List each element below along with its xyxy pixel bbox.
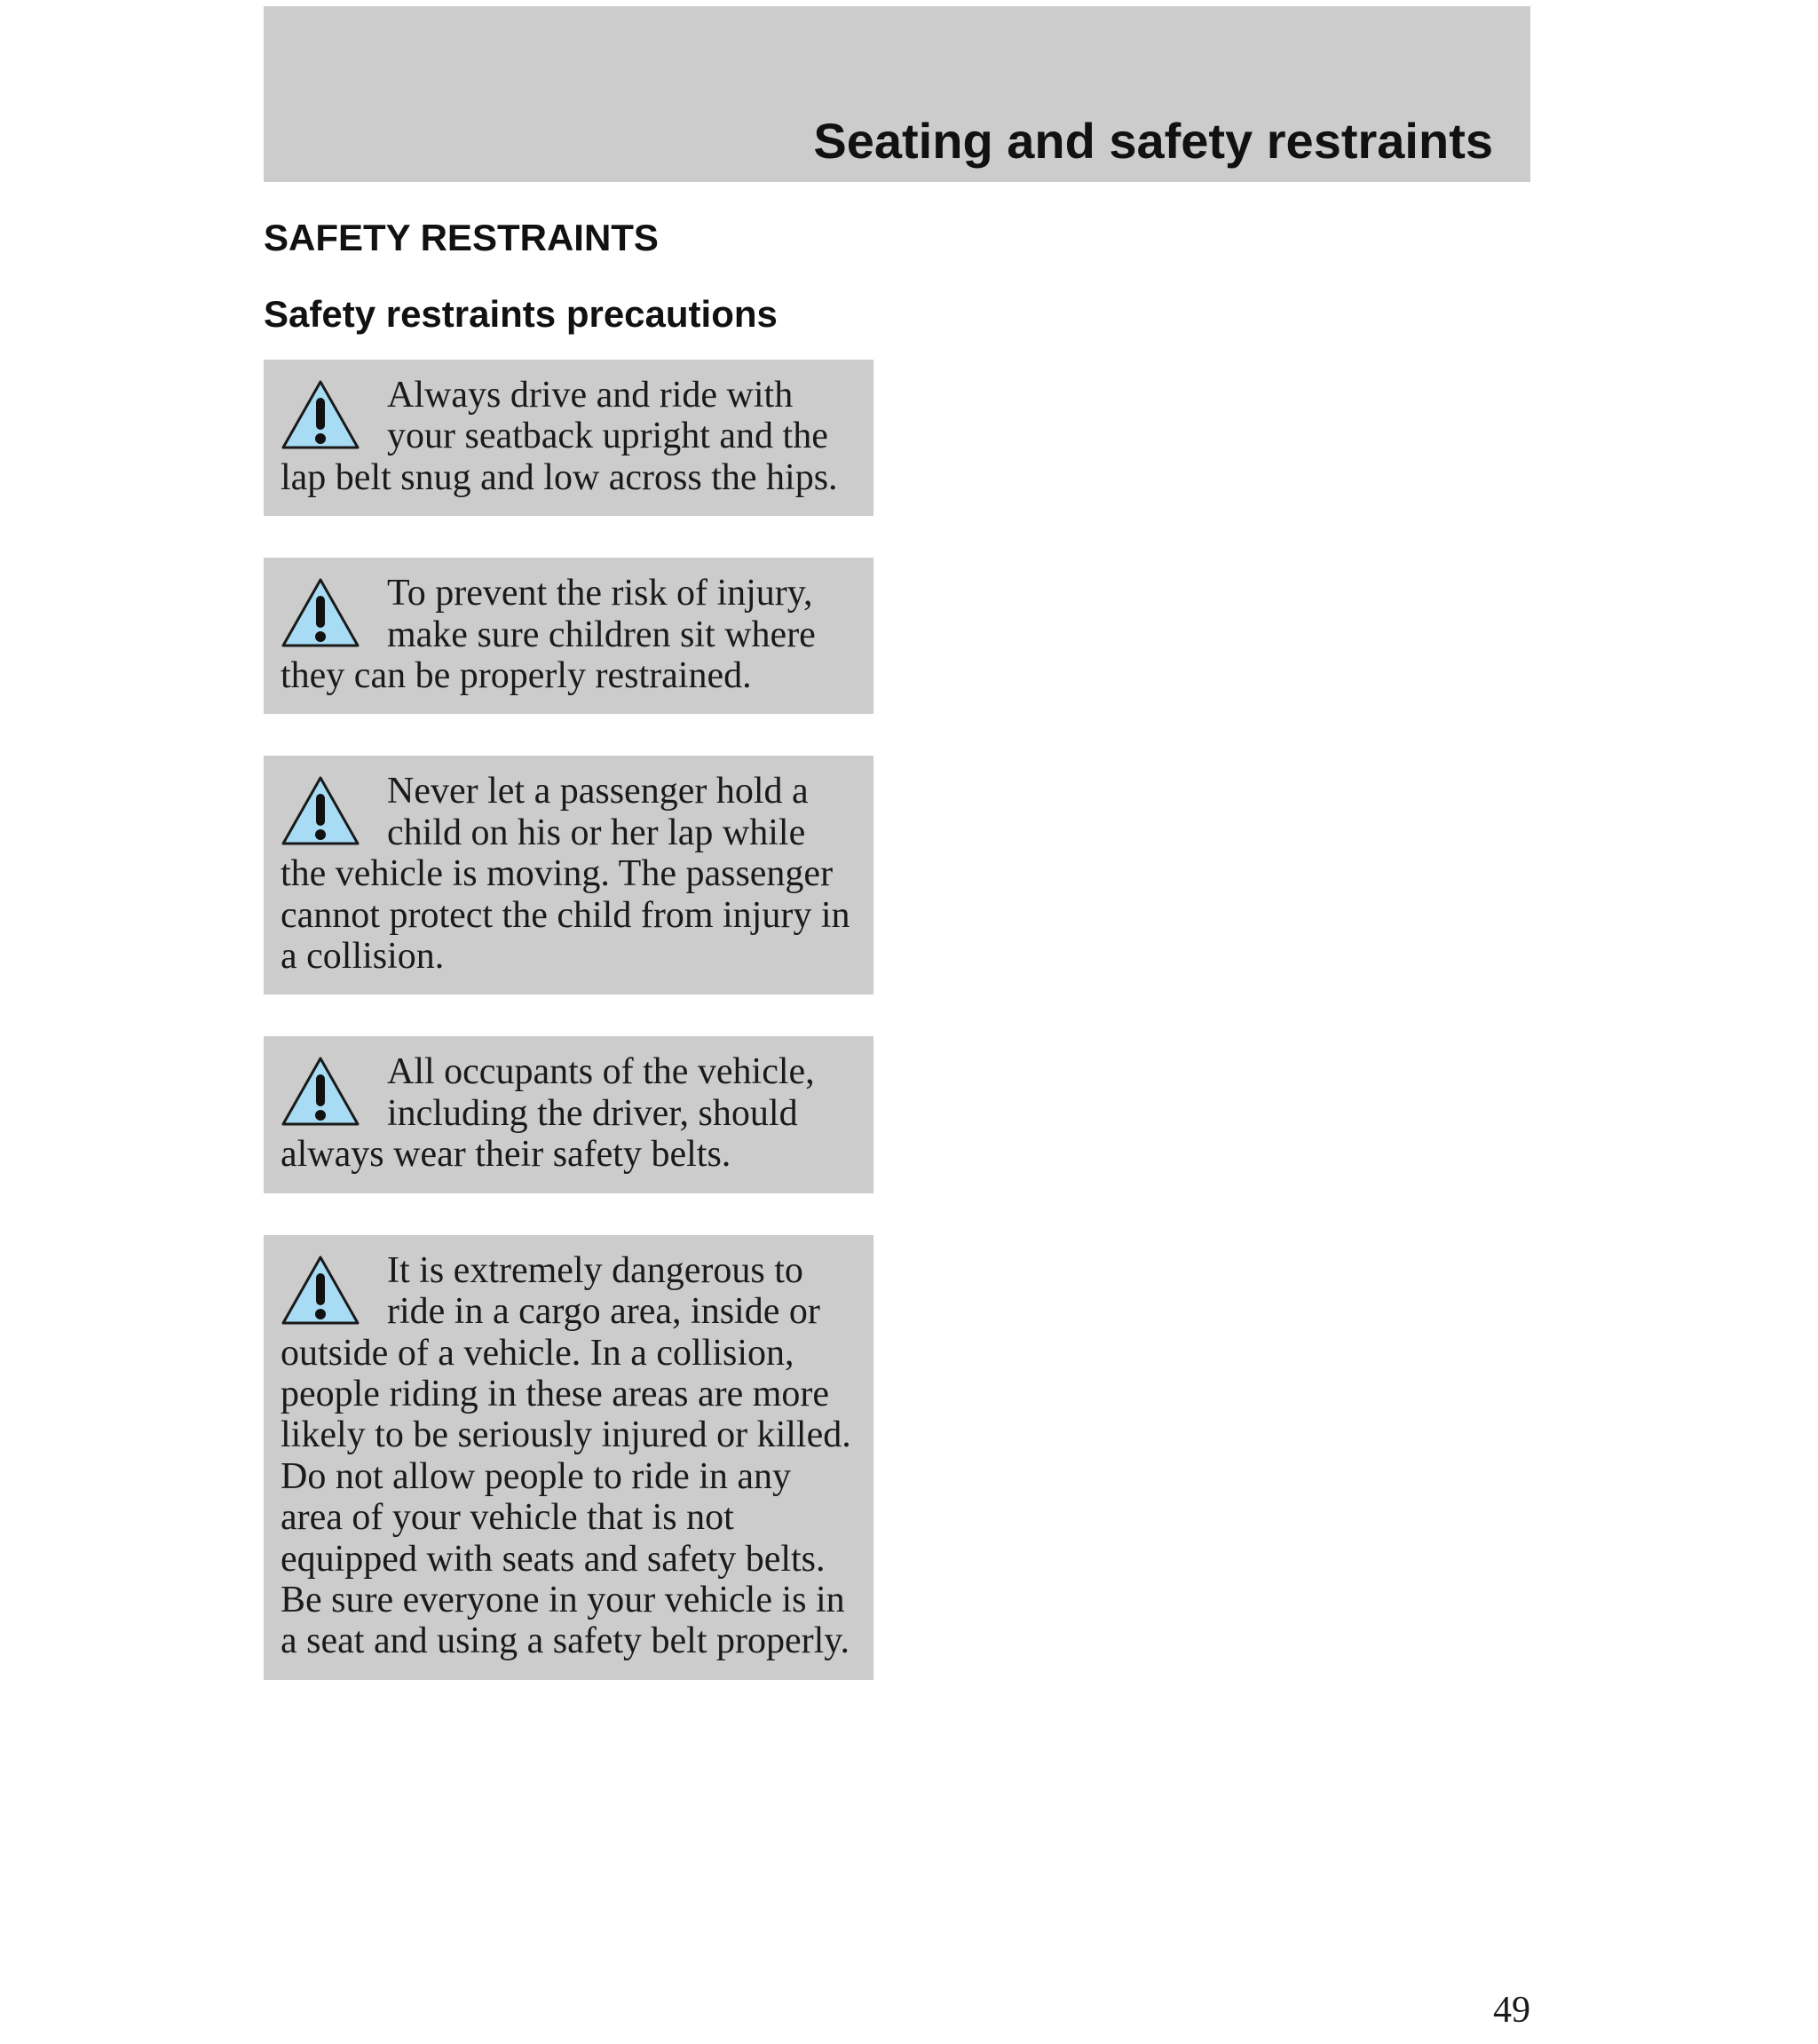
warning-triangle-icon <box>281 774 360 847</box>
warning-triangle-icon <box>281 576 360 649</box>
warning-box <box>264 558 873 714</box>
warning-triangle-icon <box>281 378 360 451</box>
warning-box <box>264 1036 873 1192</box>
warning-box <box>264 756 873 994</box>
warning-text: Always drive and ride with your seatback upright and the lap belt snug and low across the hips. <box>281 375 838 498</box>
section-heading: SAFETY RESTRAINTS <box>264 217 659 258</box>
warning-box <box>264 360 873 516</box>
warning-text: All occupants of the vehicle, including the driver, should always wear their safety belts. <box>281 1051 815 1176</box>
page-number: 49 <box>1493 1990 1530 2031</box>
warning-list <box>264 360 873 1722</box>
warning-box <box>264 1235 873 1680</box>
warning-text: It is extremely dangerous to ride in a cargo area, inside or outside of a vehicle. In a collision, people riding in these areas are more likely to be seriously injured or killed. Do not allow people to ride in any area of your vehicle that is not equipped with seats and safety belts. Be sure everyone in your vehicle is in a seat and using a safety belt properly. <box>281 1249 851 1662</box>
page-title: Seating and safety restraints <box>813 113 1493 169</box>
warning-text: Never let a passenger hold a child on his or her lap while the vehicle is moving. The passenger cannot protect the child from injury in a collision. <box>281 771 850 978</box>
subsection-heading: Safety restraints precautions <box>264 293 778 335</box>
header-band <box>264 6 1530 182</box>
warning-triangle-icon <box>281 1254 360 1327</box>
warning-triangle-icon <box>281 1055 360 1128</box>
warning-text: To prevent the risk of injury, make sure children sit where they can be properly restrained. <box>281 573 816 697</box>
